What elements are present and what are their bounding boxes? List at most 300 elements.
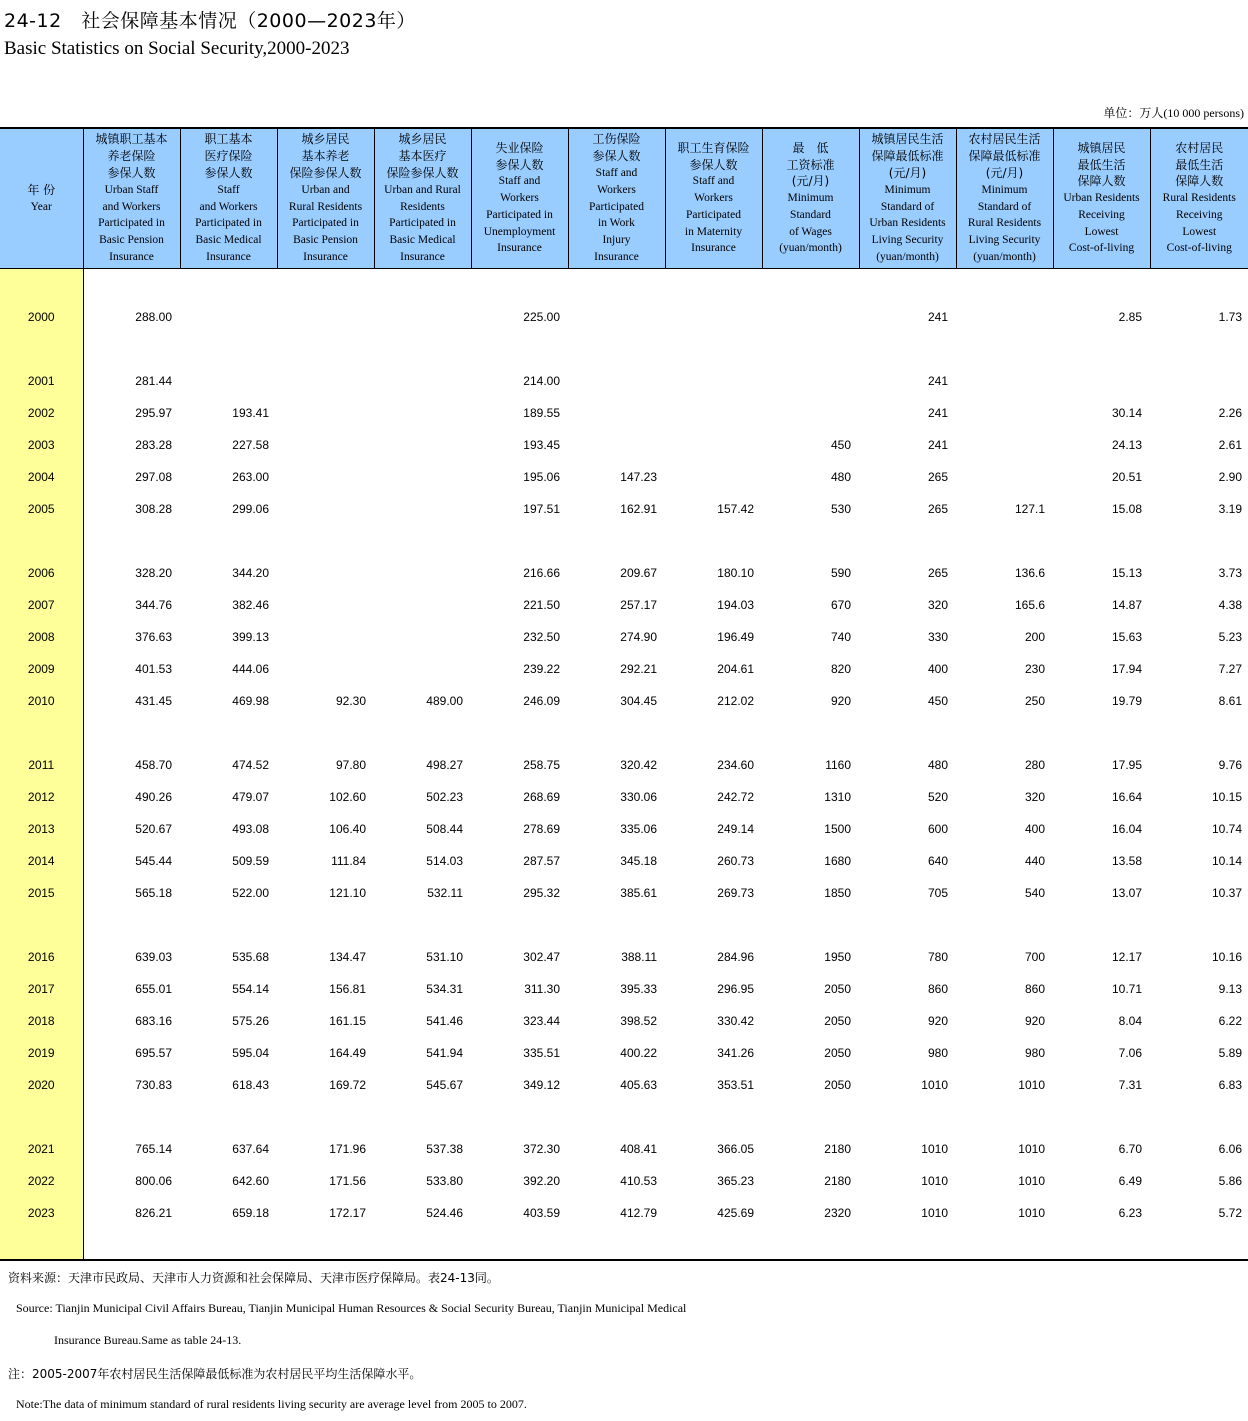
spacer-cell [0,333,83,365]
table-cell: 257.17 [620,598,657,612]
spacer-cell [471,333,568,365]
footer-source-cn: 资料来源：天津市民政局、天津市人力资源和社会保障局、天津市医疗保障局。表24-13同。 [8,1271,499,1285]
spacer-cell [1150,525,1248,557]
table-cell [277,397,374,429]
table-cell: 540 [1024,886,1045,900]
spacer-cell [83,717,180,749]
header-cn-line: (元/月) [791,174,830,189]
header-en-line: Urban Residents [1063,192,1140,205]
spacer-cell [374,525,471,557]
spacer-row [0,333,1248,365]
table-cell: 541.46 [426,1014,463,1028]
table-cell [956,461,1053,493]
spacer-cell [180,525,277,557]
footer-note-cn: 注：2005-2007年农村居民生活保障最低标准为农村居民平均生活保障水平。 [8,1367,422,1381]
table-cell: 385.61 [620,886,657,900]
spacer-cell [568,525,665,557]
header-en-line: Lowest [1084,225,1119,238]
table-cell: 520 [927,790,948,804]
table-cell: 295.32 [523,886,560,900]
header-cn-line: 城镇居民 [1077,140,1126,155]
header-cn-line: 基本养老 [301,149,350,164]
table-cell: 345.18 [620,854,657,868]
table-cell: 1850 [824,886,851,900]
year-cell: 2009 [0,653,83,685]
table-cell: 1010 [921,1142,948,1156]
spacer-cell [0,1229,83,1260]
table-cell [374,429,471,461]
spacer-cell [374,909,471,941]
table-cell [277,589,374,621]
table-cell [665,301,762,333]
header-cn-line: 医疗保险 [204,149,253,164]
table-cell: 554.14 [232,982,269,996]
table-cell: 241 [927,438,948,452]
year-cell: 2001 [0,365,83,397]
table-row [0,1037,1248,1069]
unit-label-cn: 单位：万人 [1103,106,1164,120]
header-cn-line: 失业保险 [495,140,544,155]
spacer-cell [277,909,374,941]
table-cell: 1010 [1018,1078,1045,1092]
table-cell: 5.86 [1218,1174,1242,1188]
spacer-cell [956,909,1053,941]
table-cell: 102.60 [329,790,366,804]
table-cell [568,397,665,429]
table-cell: 111.84 [331,854,366,868]
table-cell: 195.06 [523,470,560,484]
table-cell [374,589,471,621]
header-en-line: Unemployment [483,225,556,238]
table-cell: 10.74 [1211,822,1242,836]
spacer-cell [180,1101,277,1133]
table-cell: 392.20 [523,1174,560,1188]
table-cell: 1950 [824,950,851,964]
header-cn-line: 养老保险 [107,149,156,164]
table-cell: 274.90 [620,630,657,644]
header-en-line: Participated in [98,217,165,230]
table-cell [374,397,471,429]
table-cell: 400.22 [620,1046,657,1060]
table-row [0,685,1248,717]
table-cell [374,653,471,685]
header-en-line: (yuan/month) [779,242,842,255]
table-row [0,365,1248,397]
table-cell: 246.09 [523,694,560,708]
table-cell: 147.23 [620,470,657,484]
spacer-cell [665,717,762,749]
spacer-cell [1150,717,1248,749]
header-cn-line: 工伤保险 [592,132,641,147]
table-cell: 1010 [1018,1142,1045,1156]
table-cell [568,429,665,461]
table-cell: 398.52 [620,1014,657,1028]
table-cell: 2050 [824,1014,851,1028]
table-cell: 258.75 [523,758,560,772]
table-cell: 288.00 [135,310,172,324]
header-cn-line: 参保人数 [689,157,738,172]
spacer-cell [83,525,180,557]
table-cell: 403.59 [523,1206,560,1220]
spacer-cell [762,909,859,941]
table-row [0,589,1248,621]
spacer-cell [180,909,277,941]
table-cell: 268.69 [523,790,560,804]
header-en-line: Urban and [301,183,350,196]
table-cell: 444.06 [232,662,269,676]
header-en-line: Residents [400,200,445,213]
table-cell: 498.27 [426,758,463,772]
table-cell: 450 [830,438,851,452]
statistics-table [0,127,1248,1261]
spacer-cell [859,1101,956,1133]
table-cell: 330 [927,630,948,644]
table-cell: 826.21 [135,1206,172,1220]
header-cn-line: 最 低 [792,140,829,155]
table-cell: 860 [927,982,948,996]
table-cell: 13.58 [1111,854,1142,868]
table-cell: 15.08 [1111,502,1142,516]
year-cell: 2016 [0,941,83,973]
table-cell: 372.30 [523,1142,560,1156]
header-en-line: of Wages [789,225,832,238]
table-cell: 196.49 [717,630,754,644]
header-en-line: Participated in [486,208,553,221]
header-cn-line: 职工生育保险 [677,140,750,155]
table-body [0,269,1248,1261]
table-cell: 705 [927,886,948,900]
table-cell: 7.27 [1218,662,1242,676]
table-cell: 127.1 [1014,502,1045,516]
table-cell: 1.73 [1218,310,1242,324]
spacer-row [0,1229,1248,1260]
year-cell: 2014 [0,845,83,877]
header-cn-line: 基本医疗 [398,149,447,164]
year-cell: 2003 [0,429,83,461]
table-cell: 239.22 [523,662,560,676]
header-en-line: Minimum [981,183,1028,196]
table-row [0,301,1248,333]
table-cell: 458.70 [135,758,172,772]
spacer-cell [471,717,568,749]
header-en-line: Standard of [880,200,935,213]
table-cell [1150,365,1248,397]
table-cell: 15.63 [1111,630,1142,644]
spacer-cell [1150,1101,1248,1133]
spacer-cell [1150,269,1248,302]
table-row [0,749,1248,781]
table-cell [956,301,1053,333]
header-en-line: Staff [217,183,240,196]
table-cell: 5.23 [1218,630,1242,644]
spacer-cell [374,333,471,365]
table-cell: 920 [830,694,851,708]
header-en-line: (yuan/month) [973,250,1036,263]
spacer-cell [859,525,956,557]
table-cell [568,301,665,333]
table-cell: 6.06 [1218,1142,1242,1156]
table-cell: 670 [830,598,851,612]
table-cell: 10.15 [1211,790,1242,804]
table-cell: 695.57 [135,1046,172,1060]
header-cn-line: 保障人数 [1077,174,1126,189]
table-cell: 490.26 [135,790,172,804]
table-cell: 161.15 [329,1014,366,1028]
table-cell: 242.72 [717,790,754,804]
header-en-line: Standard of [977,200,1032,213]
table-cell: 508.44 [426,822,463,836]
table-row [0,877,1248,909]
table-cell: 180.10 [717,566,754,580]
table-cell: 532.11 [427,886,463,900]
spacer-row [0,269,1248,302]
spacer-cell [665,525,762,557]
header-cn-line: 保障最低标准 [968,149,1041,164]
table-cell: 157.42 [717,502,754,516]
table-cell: 20.51 [1111,470,1142,484]
spacer-cell [83,1229,180,1260]
year-cell: 2000 [0,301,83,333]
header-en-line: in Work [598,217,635,230]
table-cell: 800.06 [135,1174,172,1188]
table-cell: 531.10 [426,950,463,964]
header-en-line: Rural Residents [288,200,363,213]
table-cell: 304.45 [620,694,657,708]
table-cell: 2.26 [1218,406,1242,420]
table-cell: 376.63 [135,630,172,644]
table-cell [568,365,665,397]
table-row [0,973,1248,1005]
spacer-cell [277,1229,374,1260]
table-cell: 172.17 [329,1206,366,1220]
header-en-line: Participated in [389,217,456,230]
year-cell: 2002 [0,397,83,429]
spacer-cell [471,1229,568,1260]
table-cell: 6.83 [1218,1078,1242,1092]
spacer-cell [0,269,83,302]
header-cn-line: 参保人数 [592,149,641,164]
table-cell: 10.71 [1111,982,1142,996]
spacer-row [0,909,1248,941]
unit-label-en: (10 000 persons) [1163,106,1244,120]
header-en-line: Urban Staff [104,183,159,196]
spacer-cell [374,717,471,749]
header-cn-line: 城乡居民 [398,132,447,147]
table-cell: 193.45 [523,438,560,452]
table-cell: 330.06 [620,790,657,804]
table-cell: 534.31 [426,982,463,996]
spacer-cell [859,1229,956,1260]
header-row [0,128,1248,269]
table-cell: 200 [1024,630,1045,644]
table-cell: 263.00 [232,470,269,484]
header-cn-line: 职工基本 [204,132,253,147]
table-cell [374,301,471,333]
year-cell: 2012 [0,781,83,813]
table-cell: 97.80 [335,758,366,772]
spacer-cell [471,525,568,557]
header-en-line: Rural Residents [967,217,1042,230]
table-cell: 493.08 [232,822,269,836]
table-cell: 480 [830,470,851,484]
table-cell: 249.14 [717,822,754,836]
header-en-line: Minimum [787,192,834,205]
spacer-cell [859,333,956,365]
table-cell: 7.31 [1118,1078,1142,1092]
spacer-cell [374,1101,471,1133]
table-cell: 106.40 [329,822,366,836]
table-cell: 489.00 [426,694,463,708]
table-cell: 405.63 [620,1078,657,1092]
header-en-line: Insurance [400,250,445,263]
table-cell: 541.94 [426,1046,463,1060]
table-cell: 1010 [1018,1206,1045,1220]
spacer-cell [665,1101,762,1133]
header-en-line: Workers [597,183,636,196]
year-cell: 2015 [0,877,83,909]
header-en-line: Workers [694,192,733,205]
year-cell: 2021 [0,1133,83,1165]
spacer-cell [374,1229,471,1260]
table-row [0,397,1248,429]
spacer-cell [859,269,956,302]
spacer-cell [1150,333,1248,365]
spacer-cell [665,269,762,302]
table-cell: 287.57 [523,854,560,868]
table-row [0,941,1248,973]
spacer-cell [1053,909,1150,941]
table-cell: 8.61 [1218,694,1242,708]
spacer-cell [568,269,665,302]
table-cell: 366.05 [717,1142,754,1156]
table-cell: 524.46 [426,1206,463,1220]
header-cn-line: 农村居民生活 [968,132,1041,147]
spacer-cell [1150,1229,1248,1260]
column-header-8 [762,128,859,269]
year-cell: 2005 [0,493,83,525]
spacer-cell [180,1229,277,1260]
table-cell: 3.19 [1218,502,1242,516]
year-cell: 2020 [0,1069,83,1101]
table-cell: 474.52 [232,758,269,772]
table-cell: 450 [927,694,948,708]
table-cell: 227.58 [232,438,269,452]
table-row [0,1069,1248,1101]
year-cell: 2010 [0,685,83,717]
page-title-en: Basic Statistics on Social Security,2000-2023 [4,38,350,59]
table-cell [956,397,1053,429]
spacer-cell [1150,909,1248,941]
table-cell: 194.03 [717,598,754,612]
header-en-line: Cost-of-living [1068,242,1135,255]
header-en-line: Participated in [292,217,359,230]
header-en-line: Receiving [1175,208,1223,221]
header-cn-line: 保障人数 [1175,174,1224,189]
table-cell: 241 [927,406,948,420]
table-cell: 765.14 [135,1142,172,1156]
spacer-row [0,717,1248,749]
header-en-line: Basic Medical [195,234,262,247]
table-cell [277,557,374,589]
table-cell: 6.49 [1118,1174,1142,1188]
table-cell [956,365,1053,397]
table-cell: 8.04 [1118,1014,1142,1028]
table-cell [277,461,374,493]
header-en-line: Urban and Rural [384,183,461,196]
column-header-10 [956,128,1053,269]
table-cell: 284.96 [717,950,754,964]
table-cell: 600 [927,822,948,836]
table-cell: 193.41 [232,406,269,420]
table-cell: 642.60 [232,1174,269,1188]
table-cell [956,429,1053,461]
table-row [0,1005,1248,1037]
table-row [0,1165,1248,1197]
table-cell [277,301,374,333]
table-cell: 5.72 [1218,1206,1242,1220]
header-en-line: Insurance [109,250,154,263]
spacer-cell [1053,1229,1150,1260]
header-en-line: Rural Residents [1162,192,1236,205]
table-cell [665,461,762,493]
table-cell: 1010 [921,1206,948,1220]
table-cell: 269.73 [717,886,754,900]
table-cell: 700 [1024,950,1045,964]
table-cell: 514.03 [426,854,463,868]
table-cell: 395.33 [620,982,657,996]
table-cell: 136.6 [1014,566,1045,580]
spacer-cell [956,1229,1053,1260]
table-cell: 92.30 [335,694,366,708]
table-cell: 618.43 [232,1078,269,1092]
table-cell: 980 [1024,1046,1045,1060]
column-header-3 [277,128,374,269]
table-cell: 283.28 [135,438,172,452]
spacer-cell [956,269,1053,302]
table-cell: 344.20 [232,566,269,580]
year-cell: 2018 [0,1005,83,1037]
spacer-cell [83,1101,180,1133]
header-en-line: Cost-of-living [1166,242,1232,255]
table-cell: 295.97 [135,406,172,420]
spacer-cell [277,1101,374,1133]
spacer-cell [568,909,665,941]
table-row [0,461,1248,493]
table-cell: 399.13 [232,630,269,644]
year-cell: 2007 [0,589,83,621]
table-cell: 637.64 [232,1142,269,1156]
year-cell: 2008 [0,621,83,653]
column-header-4 [374,128,471,269]
spacer-cell [568,717,665,749]
table-cell: 1010 [921,1078,948,1092]
year-cell: 2022 [0,1165,83,1197]
table-cell: 189.55 [523,406,560,420]
table-cell: 10.14 [1211,854,1242,868]
table-cell: 171.56 [329,1174,366,1188]
header-en-line: Minimum [884,183,931,196]
table-cell: 17.95 [1111,758,1142,772]
spacer-cell [1053,1101,1150,1133]
column-header-year [0,128,83,269]
table-cell: 683.16 [135,1014,172,1028]
table-cell: 590 [830,566,851,580]
table-cell: 260.73 [717,854,754,868]
table-cell: 509.59 [232,854,269,868]
table-cell: 292.21 [620,662,657,676]
header-cn-line: 最低生活 [1077,157,1126,172]
header-en-line: Basic Pension [293,234,358,247]
